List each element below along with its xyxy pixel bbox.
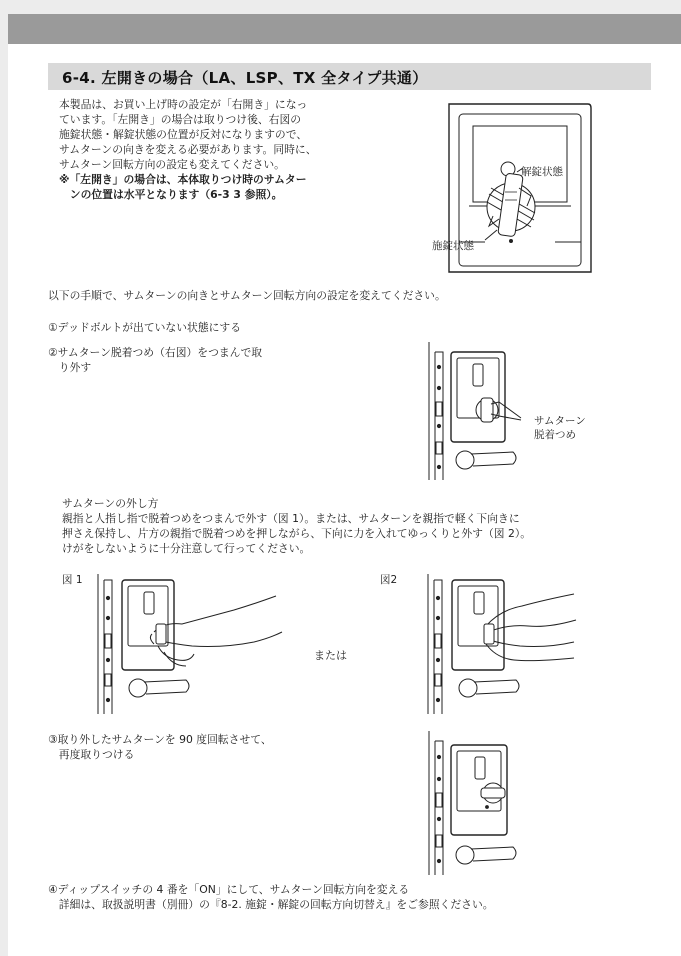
intro-line-2: ています。「左開き」の場合は取りつけ後、右図の: [59, 113, 302, 126]
intro-line-4: サムターンの向きを変える必要があります。同時に、: [59, 143, 317, 156]
removal-line-2: 押さえ保持し、片方の親指で脱着つめを押しながら、下向に力を入れてゆっくりと外す（図 2）。: [62, 527, 532, 540]
removal-title: サムターンの外し方: [62, 497, 159, 510]
section-title: 6-4. 左開きの場合（LA、LSP、TX 全タイプ共通）: [62, 69, 428, 87]
step-3-line-2: 再度取りつける: [48, 748, 135, 761]
step-2-line-2: り外す: [48, 361, 92, 374]
figure-2-press: [424, 566, 584, 716]
removal-line-1: 親指と人指し指で脱着つめをつまんで外す（図 1）。または、サムターンを親指で軽く下向きに: [62, 512, 520, 525]
figure-1-label: 図 1: [62, 574, 83, 586]
section-heading: [48, 63, 651, 90]
intro-line-1: 本製品は、お買い上げ時の設定が「右開き」になっ: [59, 98, 308, 111]
or-label: または: [314, 649, 347, 662]
lead-text: 以下の手順で、サムターンの向きとサムターン回転方向の設定を変えてください。: [48, 289, 446, 302]
removal-line-3: けがをしないように十分注意して行ってください。: [62, 542, 311, 555]
intro-line-5: サムターン回転方向の設定も変えてください。: [59, 158, 285, 171]
step-2-line-1: ②サムターン脱着つめ（右図）をつまんで取: [48, 346, 263, 359]
label-locked: 施錠状態: [432, 240, 474, 252]
header-band: [8, 14, 681, 44]
intro-note-2: ンの位置は水平となります（6-3 3 参照）。: [59, 188, 283, 201]
detach-label-line-1: サムターン: [534, 415, 586, 427]
step-3-line-1: ③取り外したサムターンを 90 度回転させて、: [48, 733, 272, 746]
step-4-line-1: ④ディップスイッチの 4 番を「ON」にして、サムターン回転方向を変える: [48, 883, 410, 896]
label-unlocked: 解錠状態: [521, 166, 563, 178]
intro-note-1: ※「左開き」の場合は、本体取りつけ時のサムター: [59, 173, 307, 186]
step-4-line-2: 詳細は、取扱説明書（別冊）の『8-2. 施錠・解錠の回転方向切替え』をご参照ください。: [48, 898, 494, 911]
detach-label-line-2: 脱着つめ: [534, 429, 576, 441]
step-1: ①デッドボルトが出ていない状態にする: [48, 321, 242, 334]
figure-1-pinch: [94, 566, 284, 716]
lock-detach-figure: [425, 342, 535, 482]
top-margin: [0, 0, 681, 14]
intro-line-3: 施錠状態・解錠状態の位置が反対になりますので、: [59, 128, 308, 141]
figure-2-label: 図2: [380, 574, 398, 586]
reattach-figure: [425, 731, 535, 877]
